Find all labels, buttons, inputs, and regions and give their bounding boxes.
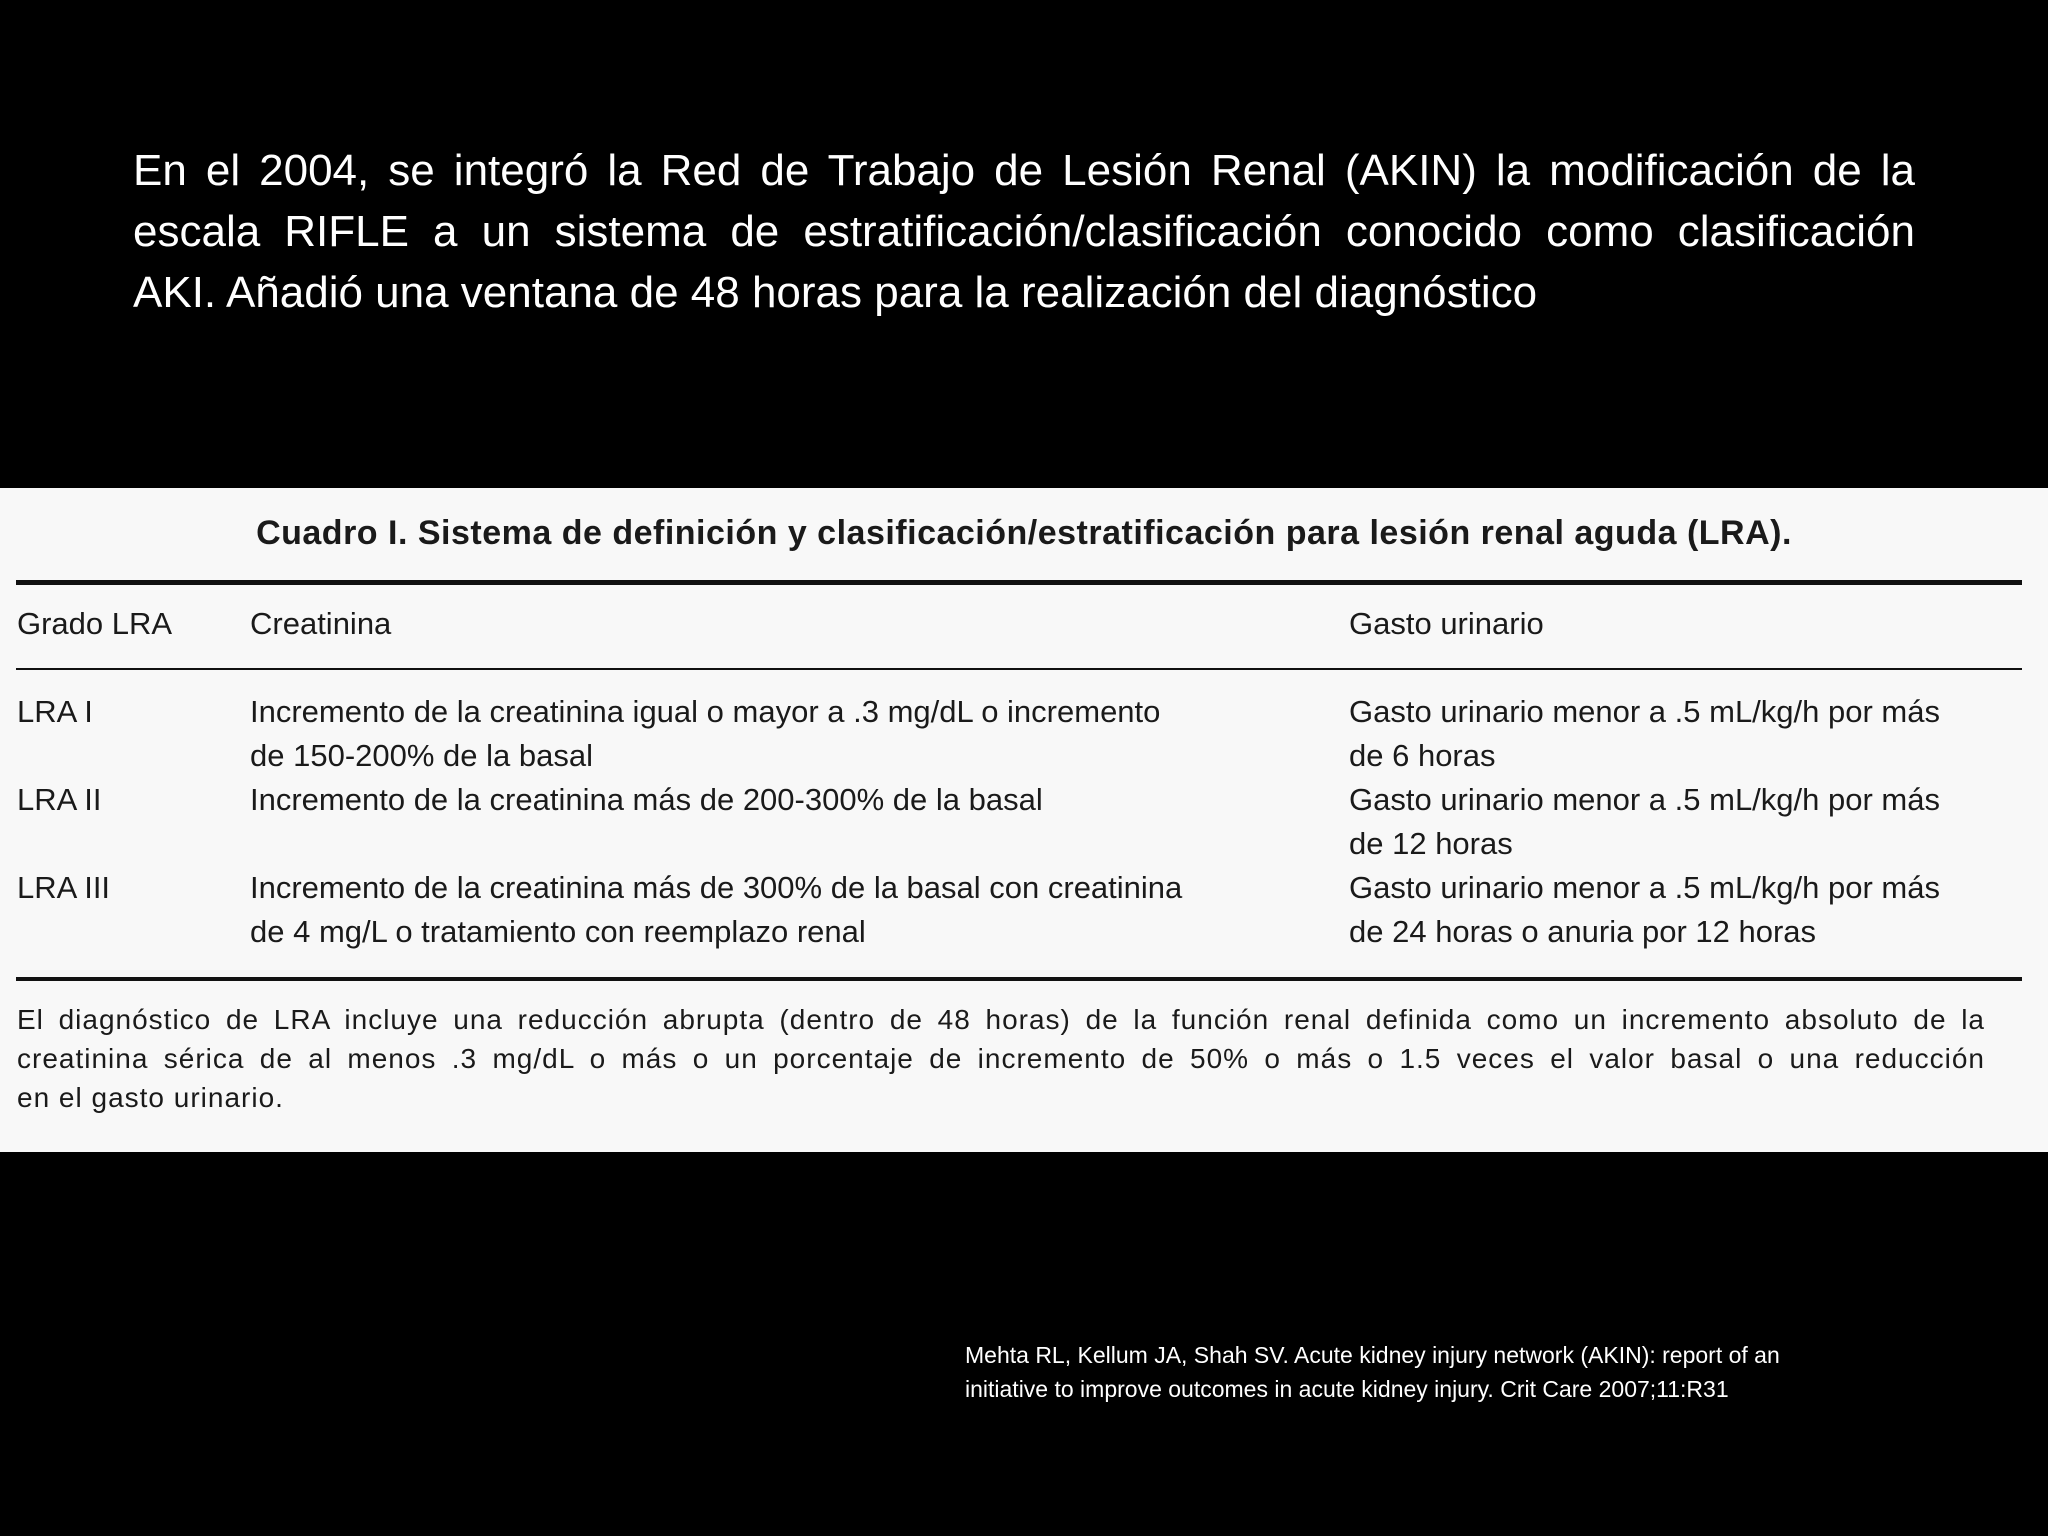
cell-line: Gasto urinario menor a .5 mL/kg/h por más	[1349, 870, 1940, 905]
citation-line: initiative to improve outcomes in acute kidney injury. Crit Care 2007;11:R31	[965, 1376, 1729, 1402]
row-lra-2-creatinine	[250, 778, 1043, 822]
row-lra-2-urine	[1349, 778, 1940, 866]
cell-line: de 6 horas	[1349, 738, 1496, 773]
table-top-rule	[16, 580, 2022, 585]
cell-line: Gasto urinario menor a .5 mL/kg/h por más	[1349, 782, 1940, 817]
header-urine-output: Gasto urinario	[1349, 606, 1544, 641]
table-bottom-rule	[16, 977, 2022, 981]
header-grade: Grado LRA	[17, 606, 173, 641]
cell-line: Incremento de la creatinina igual o mayor a .3 mg/dL o incremento	[250, 694, 1161, 729]
row-lra-3-grade: LRA III	[17, 870, 111, 905]
lra-classification-table	[0, 488, 2048, 1152]
table-footnote	[17, 1000, 1985, 1117]
cell-line: de 4 mg/L o tratamiento con reemplazo renal	[250, 914, 866, 949]
cell-line: Incremento de la creatinina más de 300% de la basal con creatinina	[250, 870, 1183, 905]
intro-paragraph	[133, 140, 1915, 323]
cell-line: de 150-200% de la basal	[250, 738, 593, 773]
table-caption: Cuadro I. Sistema de definición y clasificación/estratificación para lesión renal aguda (LRA).	[256, 514, 1792, 552]
row-lra-3-urine	[1349, 866, 1940, 954]
citation-line: Mehta RL, Kellum JA, Shah SV. Acute kidney injury network (AKIN): report of an	[965, 1342, 1780, 1368]
row-lra-1-urine	[1349, 690, 1940, 778]
table-header-rule	[16, 668, 2022, 670]
cell-line: Incremento de la creatinina más de 200-300% de la basal	[250, 782, 1043, 817]
footnote-line: en el gasto urinario.	[17, 1082, 284, 1113]
row-lra-2-grade: LRA II	[17, 782, 102, 817]
row-lra-3-creatinine	[250, 866, 1182, 954]
header-creatinine: Creatinina	[250, 606, 392, 641]
footnote-line: creatinina sérica de al menos .3 mg/dL o más o un porcentaje de incremento de 50% o más o 1.5 veces el valor basal o una reducción	[17, 1043, 1985, 1074]
cell-line: de 12 horas	[1349, 826, 1513, 861]
intro-line: AKI. Añadió una ventana de 48 horas para la realización del diagnóstico	[133, 268, 1538, 317]
reference-citation	[965, 1338, 1965, 1406]
cell-line: Gasto urinario menor a .5 mL/kg/h por más	[1349, 694, 1940, 729]
cell-line: de 24 horas o anuria por 12 horas	[1349, 914, 1817, 949]
intro-line: En el 2004, se integró la Red de Trabajo de Lesión Renal (AKIN) la modificación de la	[133, 146, 1915, 195]
row-lra-1-creatinine	[250, 690, 1160, 778]
row-lra-1-grade: LRA I	[17, 694, 93, 729]
intro-line: escala RIFLE a un sistema de estratificación/clasificación conocido como clasificación	[133, 207, 1915, 256]
footnote-line: El diagnóstico de LRA incluye una reducción abrupta (dentro de 48 horas) de la función renal definida como un incremento absoluto de la	[17, 1004, 1985, 1035]
